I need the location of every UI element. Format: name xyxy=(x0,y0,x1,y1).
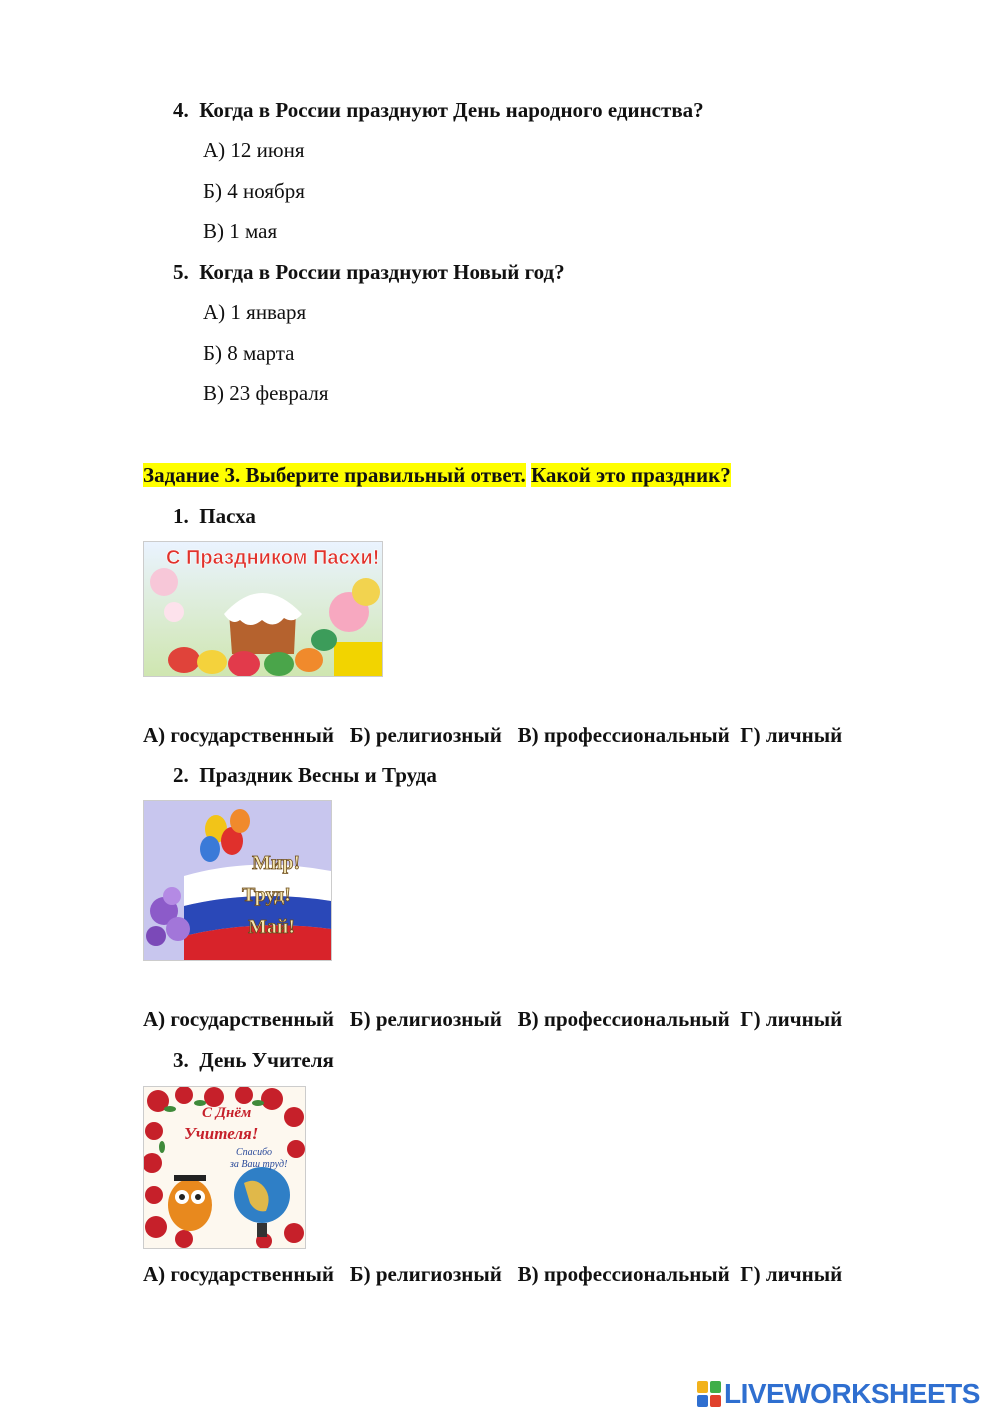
holiday-1-choice-d[interactable]: Г) личный xyxy=(740,723,843,747)
holiday-3-choice-b[interactable]: Б) религиозный xyxy=(349,1262,502,1286)
liveworksheets-logo xyxy=(697,1377,980,1411)
holiday-3-answers xyxy=(143,1261,842,1287)
easter-image xyxy=(143,541,383,677)
teachers-day-text-4: за Ваш труд! xyxy=(230,1159,288,1170)
question-4-option-b[interactable]: Б) 4 ноября xyxy=(203,179,305,203)
teachers-day-text-2: Учителя! xyxy=(184,1124,259,1143)
holiday-3-title: 3. День Учителя xyxy=(173,1048,334,1072)
teachers-day-text-3: Спасибо xyxy=(236,1147,273,1158)
holiday-2-title: 2. Праздник Весны и Труда xyxy=(173,763,437,787)
may-day-text-1: Мир! xyxy=(252,852,301,874)
question-5-option-a[interactable]: А) 1 января xyxy=(203,300,307,324)
holiday-2-choice-d[interactable]: Г) личный xyxy=(740,1007,843,1031)
teachers-day-text-1: С Днём xyxy=(202,1105,252,1121)
question-4-option-a[interactable]: А) 12 июня xyxy=(203,138,305,162)
holiday-2-choice-b[interactable]: Б) религиозный xyxy=(349,1007,502,1031)
holiday-1-title: 1. Пасха xyxy=(173,504,256,528)
may-day-text-3: Май! xyxy=(248,916,296,938)
holiday-2-choice-a[interactable]: А) государственный xyxy=(143,1007,334,1031)
holiday-3-choice-c[interactable]: В) профессиональный xyxy=(517,1262,730,1286)
holiday-1-answers xyxy=(143,722,842,748)
holiday-2-answers xyxy=(143,1006,842,1032)
task-3-question: Какой это праздник? xyxy=(530,463,731,487)
easter-image-text: С Праздником Пасхи! xyxy=(166,547,380,569)
holiday-1-choice-c[interactable]: В) профессиональный xyxy=(517,723,730,747)
may-day-image xyxy=(143,800,332,961)
task-3-instruction: Задание 3. Выберите правильный ответ. xyxy=(143,463,526,487)
logo-text: LIVEWORKSHEETS xyxy=(724,1378,980,1409)
may-day-text-2: Труд! xyxy=(242,884,291,906)
question-4: 4. Когда в России празднуют День народного единства? xyxy=(173,98,704,122)
holiday-3-choice-a[interactable]: А) государственный xyxy=(143,1262,334,1286)
teachers-day-image xyxy=(143,1086,306,1249)
liveworksheets-logo-icon xyxy=(697,1381,721,1407)
question-5-option-b[interactable]: Б) 8 марта xyxy=(203,341,295,365)
question-4-option-c[interactable]: В) 1 мая xyxy=(203,219,278,243)
holiday-3-choice-d[interactable]: Г) личный xyxy=(740,1262,843,1286)
question-5-option-c[interactable]: В) 23 февраля xyxy=(203,381,329,405)
holiday-2-choice-c[interactable]: В) профессиональный xyxy=(517,1007,730,1031)
holiday-1-choice-b[interactable]: Б) религиозный xyxy=(349,723,502,747)
task-3-title xyxy=(143,462,731,488)
holiday-1-choice-a[interactable]: А) государственный xyxy=(143,723,334,747)
question-5: 5. Когда в России празднуют Новый год? xyxy=(173,260,565,284)
